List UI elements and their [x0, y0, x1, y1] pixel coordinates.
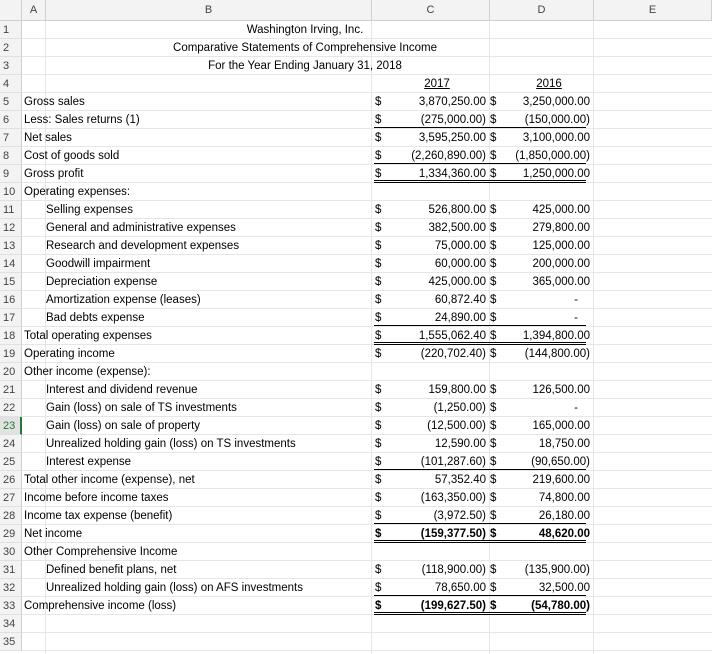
row-header[interactable]: 24	[0, 435, 22, 453]
value-2016[interactable]: (150,000.00)	[524, 114, 590, 126]
row-label[interactable]: Gain (loss) on sale of TS investments	[46, 402, 237, 414]
row-label[interactable]: Net sales	[24, 132, 72, 144]
currency-symbol[interactable]: $	[490, 384, 497, 396]
cell-bottom-border	[488, 325, 586, 326]
value-2016[interactable]: (54,780.00)	[531, 600, 590, 612]
value-2017[interactable]: 382,500.00	[428, 222, 486, 234]
column-header-b[interactable]: B	[46, 0, 372, 21]
year-header-2017[interactable]: 2017	[424, 78, 450, 90]
table-row	[22, 129, 712, 147]
value-2016[interactable]: 18,750.00	[538, 438, 590, 450]
cell-bottom-border	[374, 469, 488, 470]
row-header[interactable]: 10	[0, 183, 22, 201]
currency-symbol[interactable]: $	[490, 258, 497, 270]
row-label[interactable]: General and administrative expenses	[46, 222, 236, 234]
row-label[interactable]: Interest and dividend revenue	[46, 384, 198, 396]
row-header[interactable]: 21	[0, 381, 22, 399]
value-2016[interactable]: 425,000.00	[532, 204, 590, 216]
currency-symbol[interactable]: $	[490, 528, 497, 540]
table-row	[22, 183, 712, 201]
row-label[interactable]: Interest expense	[46, 456, 132, 468]
table-row	[22, 327, 712, 345]
currency-symbol[interactable]: $	[375, 294, 382, 306]
row-header[interactable]: 14	[0, 255, 22, 273]
value-2017[interactable]: (220,702.40)	[420, 348, 486, 360]
currency-symbol[interactable]: $	[490, 276, 497, 288]
cell-double-border	[488, 180, 586, 183]
value-2016[interactable]: (90,650.00)	[531, 456, 590, 468]
currency-symbol[interactable]: $	[375, 150, 382, 162]
report-title[interactable]: Comparative Statements of Comprehensive Income	[173, 42, 437, 54]
currency-symbol[interactable]: $	[375, 312, 382, 324]
table-row	[22, 345, 712, 363]
row-label[interactable]: Bad debts expense	[46, 312, 145, 324]
row-label[interactable]: Goodwill impairment	[46, 258, 151, 270]
value-2016[interactable]: 32,500.00	[538, 582, 590, 594]
row-label[interactable]: Selling expenses	[46, 204, 133, 216]
row-label[interactable]: Operating expenses:	[24, 186, 131, 198]
value-2017[interactable]: (2,260,890.00)	[411, 150, 486, 162]
currency-symbol[interactable]: $	[375, 168, 382, 180]
currency-symbol[interactable]: $	[490, 348, 497, 360]
currency-symbol[interactable]: $	[375, 114, 382, 126]
currency-symbol[interactable]: $	[490, 168, 497, 180]
cell-double-border	[374, 540, 488, 543]
value-2017[interactable]: 60,872.40	[434, 294, 486, 306]
value-2017[interactable]: 3,595,250.00	[418, 132, 486, 144]
table-row	[22, 633, 712, 651]
table-row	[22, 561, 712, 579]
cell-double-border	[374, 342, 488, 345]
row-label[interactable]: Comprehensive income (loss)	[24, 600, 177, 612]
row-label[interactable]: Other Comprehensive Income	[24, 546, 178, 558]
value-2017[interactable]: 1,555,062.40	[418, 330, 486, 342]
currency-symbol[interactable]: $	[375, 132, 382, 144]
row-label[interactable]: Total other income (expense), net	[24, 474, 195, 486]
column-header-e[interactable]: E	[594, 0, 712, 21]
row-header[interactable]: 18	[0, 327, 22, 345]
table-row	[22, 21, 712, 39]
table-row	[22, 399, 712, 417]
row-label[interactable]: Depreciation expense	[46, 276, 158, 288]
currency-symbol[interactable]: $	[490, 402, 497, 414]
currency-symbol[interactable]: $	[490, 240, 497, 252]
table-row	[22, 525, 712, 543]
report-title[interactable]: Washington Irving, Inc.	[246, 24, 364, 36]
table-row	[22, 453, 712, 471]
currency-symbol[interactable]: $	[375, 582, 382, 594]
currency-symbol[interactable]: $	[375, 204, 382, 216]
cell-bottom-border	[374, 163, 488, 164]
cell-bottom-border	[374, 595, 488, 596]
row-header[interactable]: 30	[0, 543, 22, 561]
value-2017[interactable]: 57,352.40	[434, 474, 486, 486]
table-row	[22, 237, 712, 255]
row-label[interactable]: Income before income taxes	[24, 492, 169, 504]
currency-symbol[interactable]: $	[375, 474, 382, 486]
report-title[interactable]: For the Year Ending January 31, 2018	[208, 60, 402, 72]
table-row	[22, 273, 712, 291]
cell-bottom-border	[488, 163, 586, 164]
value-2017[interactable]: (12,500.00)	[427, 420, 486, 432]
row-header[interactable]: 16	[0, 291, 22, 309]
table-row	[22, 543, 712, 561]
table-row	[22, 93, 712, 111]
cell-double-border	[488, 342, 586, 345]
currency-symbol[interactable]: $	[375, 330, 382, 342]
value-2017[interactable]: (275,000.00)	[420, 114, 486, 126]
currency-symbol[interactable]: $	[375, 528, 382, 540]
row-header[interactable]: 11	[0, 201, 22, 219]
table-row	[22, 219, 712, 237]
row-header[interactable]: 8	[0, 147, 22, 165]
value-2016[interactable]: 126,500.00	[532, 384, 590, 396]
table-row	[22, 489, 712, 507]
row-header[interactable]: 9	[0, 165, 22, 183]
value-2016[interactable]: -	[574, 294, 578, 306]
row-header[interactable]: 32	[0, 579, 22, 597]
value-2016[interactable]: 219,600.00	[532, 474, 590, 486]
currency-symbol[interactable]: $	[490, 330, 497, 342]
value-2017[interactable]: (163,350.00)	[420, 492, 486, 504]
row-label[interactable]: Less: Sales returns (1)	[24, 114, 140, 126]
row-header[interactable]: 17	[0, 309, 22, 327]
row-header[interactable]: 26	[0, 471, 22, 489]
row-header[interactable]: 20	[0, 363, 22, 381]
value-2017[interactable]: (118,900.00)	[421, 564, 486, 576]
table-row	[22, 255, 712, 273]
currency-symbol[interactable]: $	[490, 420, 497, 432]
value-2016[interactable]: -	[574, 402, 578, 414]
cell-bottom-border	[374, 325, 488, 326]
value-2016[interactable]: (144,800.00)	[524, 348, 590, 360]
row-label[interactable]: Gross profit	[24, 168, 84, 180]
row-header[interactable]: 19	[0, 345, 22, 363]
column-header-c[interactable]: C	[372, 0, 490, 21]
currency-symbol[interactable]: $	[490, 510, 497, 522]
row-header[interactable]: 2	[0, 39, 22, 57]
value-2017[interactable]: (101,287.60)	[420, 456, 486, 468]
row-header[interactable]: 22	[0, 399, 22, 417]
cell-double-border	[488, 612, 586, 615]
table-row	[22, 201, 712, 219]
row-label[interactable]: Unrealized holding gain (loss) on AFS investments	[46, 582, 303, 594]
table-row	[22, 147, 712, 165]
table-row	[22, 57, 712, 75]
currency-symbol[interactable]: $	[375, 510, 382, 522]
cell-bottom-border	[488, 595, 586, 596]
currency-symbol[interactable]: $	[490, 456, 497, 468]
row-label[interactable]: Net income	[24, 528, 83, 540]
row-header[interactable]: 13	[0, 237, 22, 255]
currency-symbol[interactable]: $	[375, 438, 382, 450]
table-row	[22, 309, 712, 327]
row-label[interactable]: Unrealized holding gain (loss) on TS investments	[46, 438, 296, 450]
cell-bottom-border	[488, 127, 586, 128]
currency-symbol[interactable]: $	[375, 492, 382, 504]
currency-symbol[interactable]: $	[490, 492, 497, 504]
value-2017[interactable]: 75,000.00	[434, 240, 486, 252]
table-row	[22, 39, 712, 57]
currency-symbol[interactable]: $	[375, 258, 382, 270]
row-label[interactable]: Income tax expense (benefit)	[24, 510, 173, 522]
cell-double-border	[374, 612, 488, 615]
currency-symbol[interactable]: $	[375, 348, 382, 360]
currency-symbol[interactable]: $	[490, 204, 497, 216]
row-label[interactable]: Cost of goods sold	[24, 150, 120, 162]
table-row	[22, 579, 712, 597]
value-2017[interactable]: 12,590.00	[434, 438, 486, 450]
currency-symbol[interactable]: $	[490, 474, 497, 486]
row-header[interactable]: 6	[0, 111, 22, 129]
value-2016[interactable]: 3,250,000.00	[522, 96, 590, 108]
value-2016[interactable]: 200,000.00	[532, 258, 590, 270]
row-header[interactable]: 27	[0, 489, 22, 507]
value-2017[interactable]: (159,377.50)	[420, 528, 486, 540]
select-all-corner[interactable]	[0, 0, 22, 21]
cell-double-border	[374, 180, 488, 183]
value-2017[interactable]: 78,650.00	[434, 582, 486, 594]
row-header[interactable]: 23	[0, 417, 22, 435]
value-2017[interactable]: (3,972.50)	[433, 510, 486, 522]
currency-symbol[interactable]: $	[490, 564, 497, 576]
currency-symbol[interactable]: $	[375, 384, 382, 396]
row-label[interactable]: Other income (expense):	[24, 366, 151, 378]
currency-symbol[interactable]: $	[375, 96, 382, 108]
table-row	[22, 75, 712, 93]
row-header[interactable]: 5	[0, 93, 22, 111]
table-row	[22, 507, 712, 525]
value-2016[interactable]: 365,000.00	[532, 276, 590, 288]
table-row	[22, 381, 712, 399]
table-row	[22, 291, 712, 309]
row-header[interactable]: 3	[0, 57, 22, 75]
value-2017[interactable]: 159,800.00	[428, 384, 486, 396]
value-2016[interactable]: (135,900.00)	[524, 564, 590, 576]
row-header[interactable]: 35	[0, 633, 22, 651]
value-2016[interactable]: 165,000.00	[532, 420, 590, 432]
currency-symbol[interactable]: $	[490, 114, 497, 126]
value-2017[interactable]: 3,870,250.00	[418, 96, 486, 108]
cell-bottom-border	[488, 523, 586, 524]
row-label[interactable]: Gross sales	[24, 96, 85, 108]
currency-symbol[interactable]: $	[375, 420, 382, 432]
currency-symbol[interactable]: $	[375, 240, 382, 252]
value-2017[interactable]: 60,000.00	[434, 258, 486, 270]
row-label[interactable]: Research and development expenses	[46, 240, 240, 252]
row-header[interactable]: 1	[0, 21, 22, 39]
currency-symbol[interactable]: $	[375, 222, 382, 234]
value-2017[interactable]: 1,334,360.00	[418, 168, 486, 180]
row-label[interactable]: Gain (loss) on sale of property	[46, 420, 201, 432]
cell-double-border	[488, 540, 586, 543]
table-row	[22, 435, 712, 453]
value-2016[interactable]: 279,800.00	[532, 222, 590, 234]
currency-symbol[interactable]: $	[375, 402, 382, 414]
currency-symbol[interactable]: $	[490, 150, 497, 162]
row-label[interactable]: Amortization expense (leases)	[46, 294, 201, 306]
value-2017[interactable]: 526,800.00	[428, 204, 486, 216]
value-2016[interactable]: 26,180.00	[538, 510, 590, 522]
table-row	[22, 417, 712, 435]
column-header-a[interactable]: A	[22, 0, 46, 21]
value-2016[interactable]: 1,394,800.00	[522, 330, 590, 342]
currency-symbol[interactable]: $	[490, 438, 497, 450]
row-header[interactable]: 4	[0, 75, 22, 93]
row-header[interactable]: 12	[0, 219, 22, 237]
cell-bottom-border	[374, 523, 488, 524]
table-row	[22, 165, 712, 183]
row-header[interactable]: 31	[0, 561, 22, 579]
table-row	[22, 471, 712, 489]
value-2016[interactable]: 74,800.00	[538, 492, 590, 504]
row-header[interactable]: 15	[0, 273, 22, 291]
table-row	[22, 111, 712, 129]
currency-symbol[interactable]: $	[375, 564, 382, 576]
currency-symbol[interactable]: $	[490, 294, 497, 306]
currency-symbol[interactable]: $	[490, 582, 497, 594]
cell-bottom-border	[488, 469, 586, 470]
table-row	[22, 363, 712, 381]
table-row	[22, 597, 712, 615]
currency-symbol[interactable]: $	[490, 600, 497, 612]
row-label[interactable]: Operating income	[24, 348, 115, 360]
row-header[interactable]: 7	[0, 129, 22, 147]
row-header[interactable]: 33	[0, 597, 22, 615]
row-header[interactable]: 34	[0, 615, 22, 633]
currency-symbol[interactable]: $	[490, 222, 497, 234]
column-header-d[interactable]: D	[490, 0, 594, 21]
value-2016[interactable]: -	[574, 312, 578, 324]
value-2016[interactable]: 3,100,000.00	[522, 132, 590, 144]
value-2017[interactable]: (1,250.00)	[433, 402, 486, 414]
row-label[interactable]: Defined benefit plans, net	[46, 564, 177, 576]
value-2016[interactable]: (1,850,000.00)	[515, 150, 590, 162]
currency-symbol[interactable]: $	[375, 276, 382, 288]
currency-symbol[interactable]: $	[490, 96, 497, 108]
row-header[interactable]: 28	[0, 507, 22, 525]
year-header-2016[interactable]: 2016	[536, 78, 562, 90]
row-header[interactable]: 25	[0, 453, 22, 471]
table-row	[22, 615, 712, 633]
value-2017[interactable]: (199,627.50)	[420, 600, 486, 612]
currency-symbol[interactable]: $	[375, 456, 382, 468]
value-2016[interactable]: 48,620.00	[538, 528, 590, 540]
value-2016[interactable]: 125,000.00	[532, 240, 590, 252]
row-label[interactable]: Total operating expenses	[24, 330, 152, 342]
row-header[interactable]: 29	[0, 525, 22, 543]
currency-symbol[interactable]: $	[375, 600, 382, 612]
currency-symbol[interactable]: $	[490, 312, 497, 324]
value-2016[interactable]: 1,250,000.00	[522, 168, 590, 180]
currency-symbol[interactable]: $	[490, 132, 497, 144]
cell-bottom-border	[374, 127, 488, 128]
value-2017[interactable]: 425,000.00	[428, 276, 486, 288]
value-2017[interactable]: 24,890.00	[434, 312, 486, 324]
